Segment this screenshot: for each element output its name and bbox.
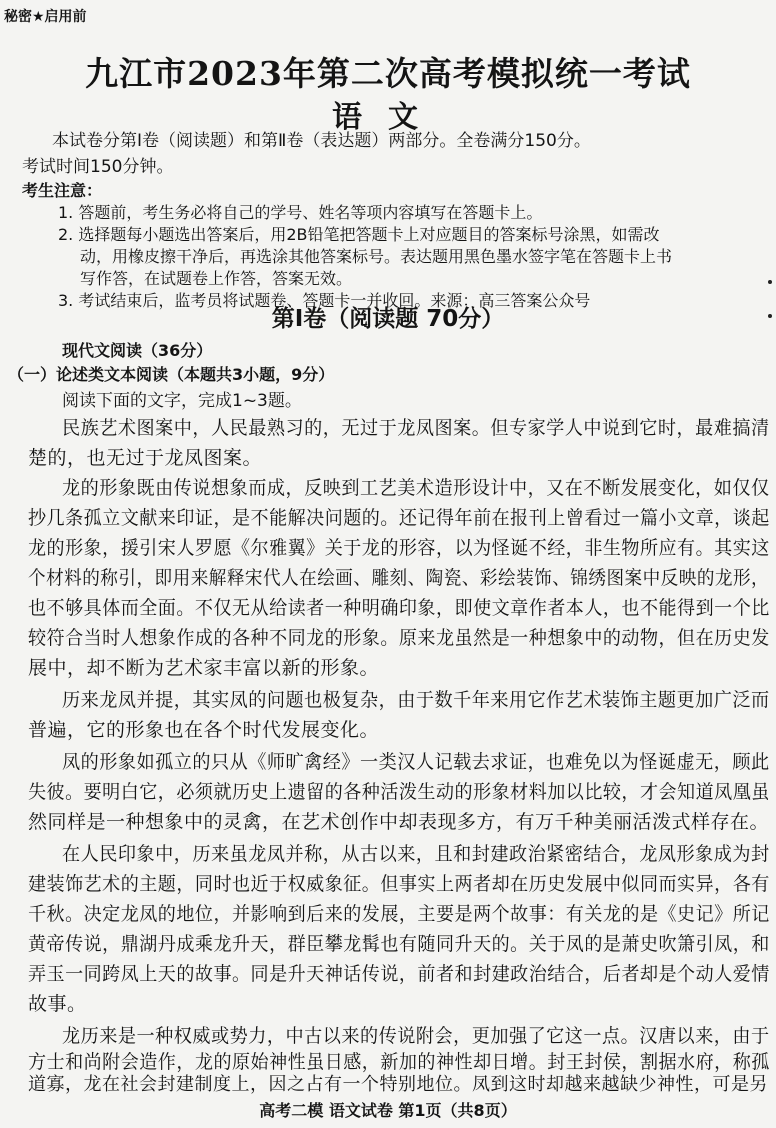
- passage-line: 历来龙凤并提，其实凤的问题也极复杂，由于数千年来用它作艺术装饰主题更加广泛而: [62, 689, 770, 711]
- section-sub-heading: （一）论述类文本阅读（本题共3小题，9分）: [8, 365, 335, 384]
- passage-line: 龙的形象，援引宋人罗愿《尔雅翼》关于龙的形容，以为怪诞不经，非生物所应有。其实这: [28, 537, 770, 559]
- notice-item: 1. 答题前，考生务必将自己的学号、姓名等项内容填写在答题卡上。: [58, 203, 543, 222]
- passage-line: 黄帝传说，鼎湖丹成乘龙升天，群臣攀龙髯也有随同升天的。关于凤的是萧史吹箫引凤，和: [28, 933, 770, 955]
- passage-line: 展中，却不断为艺术家丰富以新的形象。: [28, 657, 380, 679]
- exam-title: 九江市2023年第二次高考模拟统一考试: [85, 54, 691, 93]
- notice-heading: 考生注意：: [22, 181, 103, 200]
- passage-line: 然同样是一种想象中的灵禽，在艺术创作中却表现多方，有万千种美丽活泼式样存在。: [28, 811, 770, 833]
- passage-line: 个材料的称引，即用来解释宋代人在绘画、雕刻、陶瓷、彩绘装饰、锦绣图案中反映的龙形，: [28, 567, 770, 589]
- page-footer: 高考二模 语文试卷 第1页（共8页）: [259, 1101, 517, 1120]
- notice-item: 2. 选择题每小题选出答案后，用2B铅笔把答题卡上对应题目的答案标号涂黑，如需改: [58, 225, 660, 244]
- passage-line: 建装饰艺术的主题，同时也近于权威象征。但事实上两者却在历史发展中似同而实异，各有: [28, 873, 770, 895]
- passage-line: 道寡，龙在社会封建制度上，因之占有一个特别地位。凤到这时却越来越缺少神性，可是另: [28, 1074, 768, 1095]
- subject-title: 语文: [332, 100, 444, 135]
- volume-title: 第Ⅰ卷（阅读题 70分）: [271, 306, 505, 332]
- passage-line: 凤的形象如孤立的只从《师旷禽经》一类汉人记载去求证，也难免以为怪诞虚无，顾此: [62, 751, 770, 773]
- intro-line-1: 本试卷分第Ⅰ卷（阅读题）和第Ⅱ卷（表达题）两部分。全卷满分150分。: [52, 131, 591, 151]
- passage-line: 较符合当时人想象作成的各种不同龙的形象。原来龙虽然是一种想象中的动物，但在历史发: [28, 627, 770, 649]
- passage-line: 方士和尚附会造作，龙的原始神性虽日感，新加的神性却日增。封王封侯，割据水府，称孤: [28, 1051, 770, 1073]
- binding-holes: [768, 280, 772, 360]
- notice-item: 写作答，在试题卷上作答，答案无效。: [80, 269, 353, 288]
- notice-item: 3. 考试结束后，监考员将试题卷、答题卡一并收回。来源：高三答案公众号: [58, 291, 591, 310]
- section-heading: 现代文阅读（36分）: [62, 341, 213, 360]
- passage-line: 普遍，它的形象也在各个时代发展变化。: [28, 719, 380, 741]
- passage-line: 也不够具体而全面。不仅无从给读者一种明确印象，即使文章作者本人，也不能得到一个比: [28, 597, 770, 619]
- passage-line: 民族艺术图案中，人民最熟习的，无过于龙凤图案。但专家学人中说到它时，最难搞清: [62, 417, 770, 439]
- passage-line: 抄几条孤立文献来印证，是不能解决问题的。还记得年前在报刊上曾看过一篇小文章，谈起: [28, 507, 770, 529]
- notice-item: 动，用橡皮擦干净后，再选涂其他答案标号。表达题用黑色墨水签字笔在答题卡上书: [80, 247, 673, 266]
- secret-label: 秘密★启用前: [4, 9, 87, 25]
- passage-line: 楚的，也无过于龙凤图案。: [28, 447, 263, 469]
- passage-line: 故事。: [28, 993, 87, 1015]
- section-instruction: 阅读下面的文字，完成1~3题。: [62, 391, 302, 411]
- passage-line: 失彼。要明白它，必须就历史上遗留的各种活泼生动的形象材料加以比较，才会知道凤凰虽: [28, 781, 770, 803]
- passage-line: 龙历来是一种权威或势力，中古以来的传说附会，更加强了它这一点。汉唐以来，由于: [62, 1025, 770, 1047]
- passage-line: 千秋。决定龙凤的地位，并影响到后来的发展，主要是两个故事：有关龙的是《史记》所记: [28, 903, 770, 925]
- passage-line: 弄玉一同跨凤上天的故事。同是升天神话传说，前者和封建政治结合，后者却是个动人爱情: [28, 963, 770, 985]
- passage-line: 龙的形象既由传说想象而成，反映到工艺美术造形设计中，又在不断发展变化，如仅仅: [62, 477, 770, 499]
- intro-line-2: 考试时间150分钟。: [22, 157, 174, 177]
- passage-line: 在人民印象中，历来虽龙凤并称，从古以来，且和封建政治紧密结合，龙凤形象成为封: [62, 843, 770, 865]
